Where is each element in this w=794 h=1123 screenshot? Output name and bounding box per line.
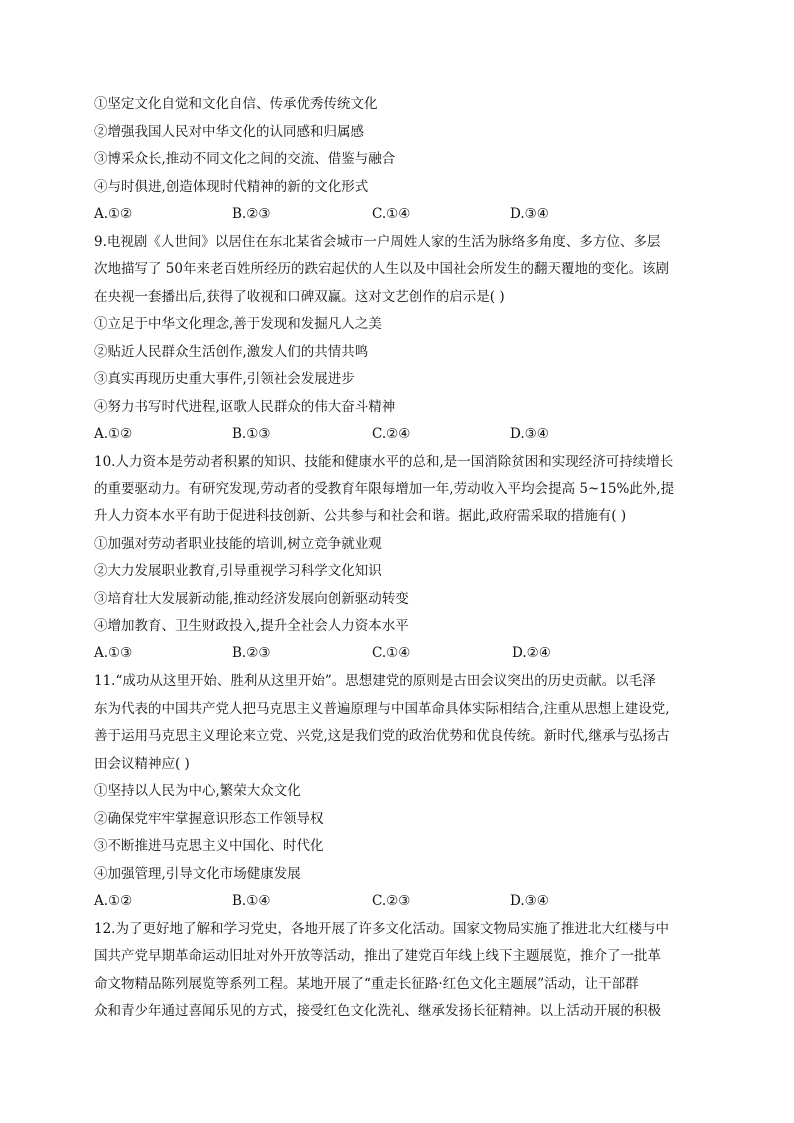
q8-choice-a: A.①② <box>94 206 133 222</box>
q9-choice-b: B.①③ <box>232 426 271 442</box>
q9-option-4: ④努力书写时代进程,讴歌人民群众的伟大奋斗精神 <box>94 399 396 415</box>
q12-stem-line-4: 众和青少年通过喜闻乐见的方式，接受红色文化洗礼、继承发扬长征精神。以上活动开展的积极 <box>94 1003 661 1019</box>
q9-option-2: ②贴近人民群众生活创作,激发人们的共情共鸣 <box>94 344 369 360</box>
q9-choice-d: D.③④ <box>510 426 549 442</box>
q8-choices <box>94 204 698 224</box>
q9-stem-line-1: 9.电视剧《人世间》以居住在东北某省会城市一户周姓人家的生活为脉络多角度、多方位、多层 <box>94 234 661 250</box>
q10-choice-c: C.①④ <box>372 645 411 661</box>
q9-option-1: ①立足于中华文化理念,善于发现和发掘凡人之美 <box>94 316 382 332</box>
q10-choice-d: D.②④ <box>512 645 551 661</box>
q12-stem-line-1: 12.为了更好地了解和学习党史，各地开展了许多文化活动。国家文物局实施了推进北大红楼与中 <box>94 921 669 937</box>
q11-stem-line-2: 东为代表的中国共产党人把马克思主义普遍原理与中国革命具体实际相结合,注重从思想上建设党, <box>94 701 670 717</box>
q8-option-3: ③博采众长,推动不同文化之间的交流、借鉴与融合 <box>94 151 396 167</box>
q11-choice-d: D.③④ <box>510 893 549 909</box>
q12-stem-line-2: 国共产党早期革命运动旧址对外开放等活动，推出了建党百年线上线下主题展览，推介了一批革 <box>94 948 661 964</box>
q10-option-4: ④增加教育、卫生财政投入,提升全社会人力资本水平 <box>94 618 409 634</box>
q9-stem-line-3: 在央视一套播出后,获得了收视和口碑双赢。这对文艺创作的启示是( ) <box>94 289 505 305</box>
q10-choice-b: B.②③ <box>232 645 271 661</box>
q11-choice-c: C.②③ <box>372 893 411 909</box>
q11-choices <box>94 891 698 911</box>
q9-option-3: ③真实再现历史重大事件,引领社会发展进步 <box>94 371 355 387</box>
q11-stem-line-1: 11.“成功从这里开始、胜利从这里开始”。思想建党的原则是古田会议突出的历史贡献。以毛泽 <box>94 673 656 689</box>
q8-option-4: ④与时俱进,创造体现时代精神的新的文化形式 <box>94 179 369 195</box>
q10-choice-a: A.①③ <box>94 645 133 661</box>
q10-stem-line-1: 10.人力资本是劳动者积累的知识、技能和健康水平的总和,是一国消除贫困和实现经济可持续增长 <box>94 454 674 470</box>
q10-option-1: ①加强对劳动者职业技能的培训,树立竞争就业观 <box>94 536 382 552</box>
q8-choice-d: D.③④ <box>510 206 549 222</box>
q11-option-4: ④加强管理,引导文化市场健康发展 <box>94 866 301 882</box>
q11-option-1: ①坚持以人民为中心,繁荣大众文化 <box>94 783 301 799</box>
q8-choice-c: C.①④ <box>372 206 411 222</box>
q9-choice-a: A.①② <box>94 426 133 442</box>
q8-option-2: ②增强我国人民对中华文化的认同感和归属感 <box>94 124 364 140</box>
q12-stem-line-3: 命文物精品陈列展览等系列工程。某地开展了“重走长征路·红色文化主题展”活动，让干部群 <box>94 976 639 992</box>
q10-option-2: ②大力发展职业教育,引导重视学习科学文化知识 <box>94 563 382 579</box>
q10-stem-line-2: 的重要驱动力。有研究发现,劳动者的受教育年限每增加一年,劳动收入平均会提高 5~15%此外,提 <box>94 481 675 497</box>
q9-stem-line-2: 次地描写了 50年来老百姓所经历的跌宕起伏的人生以及中国社会所发生的翻天覆地的变化。该剧 <box>94 261 669 277</box>
q9-choice-c: C.②④ <box>372 426 411 442</box>
q11-stem-line-3: 善于运用马克思主义理论来立党、兴党,这是我们党的政治优势和优良传统。新时代,继承与弘扬古 <box>94 728 670 744</box>
q10-stem-line-3: 升人力资本水平有助于促进科技创新、公共参与和社会和谐。据此,政府需采取的措施有( ) <box>94 508 627 524</box>
q10-option-3: ③培育壮大发展新动能,推动经济发展向创新驱动转变 <box>94 591 409 607</box>
q11-option-3: ③不断推进马克思主义中国化、时代化 <box>94 838 324 854</box>
q10-choices <box>94 643 698 663</box>
q9-choices <box>94 424 698 444</box>
q11-stem-line-4: 田会议精神应( ) <box>94 756 190 772</box>
q8-choice-b: B.②③ <box>232 206 271 222</box>
q11-choice-b: B.①④ <box>232 893 271 909</box>
q11-option-2: ②确保党牢牢掌握意识形态工作领导权 <box>94 811 324 827</box>
q8-option-1: ①坚定文化自觉和文化自信、传承优秀传统文化 <box>94 96 378 112</box>
q11-choice-a: A.①② <box>94 893 133 909</box>
